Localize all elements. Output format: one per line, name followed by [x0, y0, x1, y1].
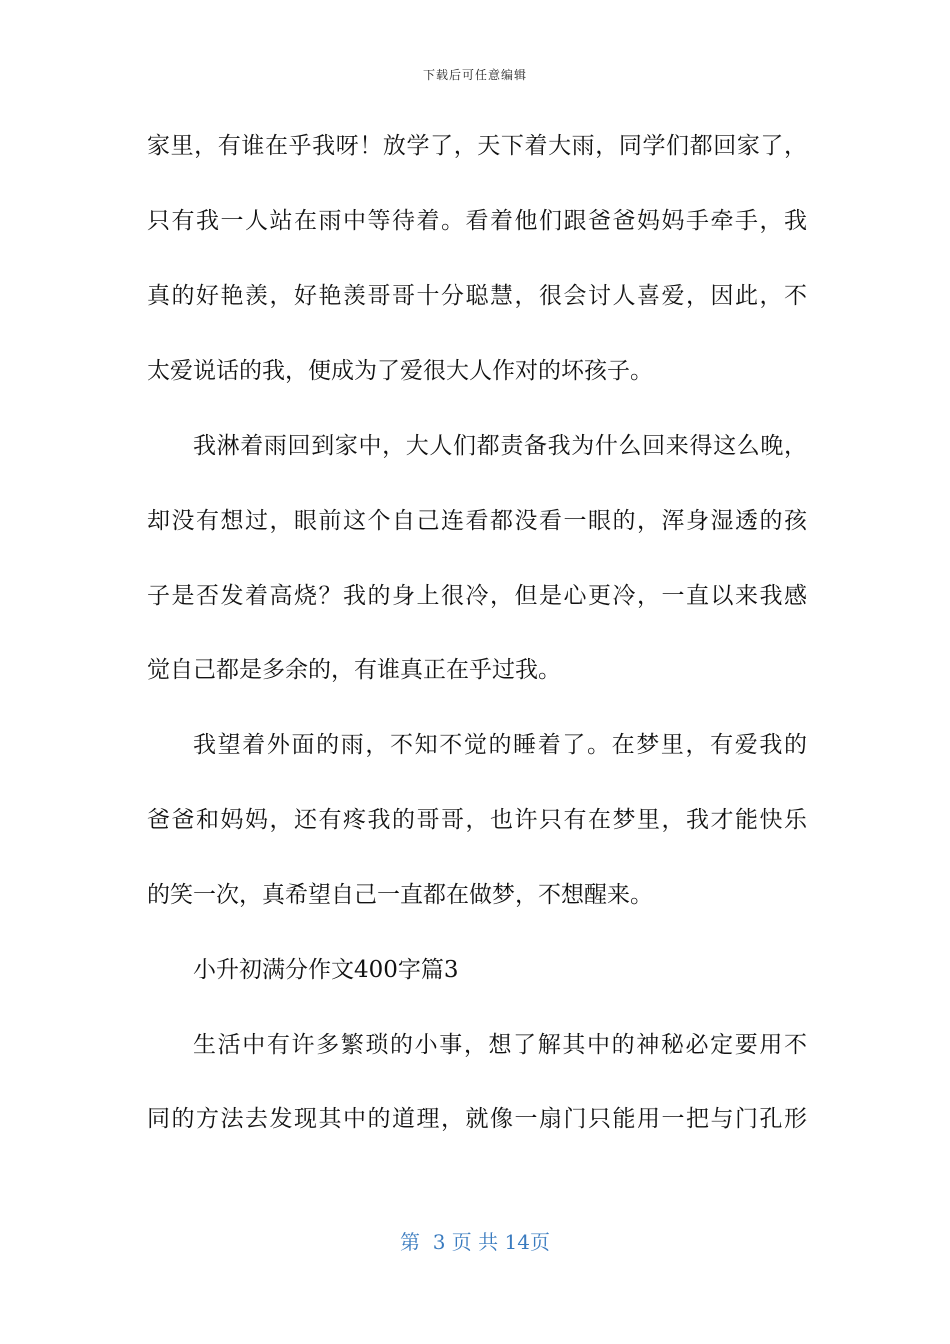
body-line-14: 同的方法去发现其中的道理，就像一扇门只能用一把与门孔形 [147, 1106, 807, 1132]
body-line-5: 我淋着雨回到家中，大人们都责备我为什么回来得这么晚， [193, 433, 807, 459]
body-line-10: 爸爸和妈妈，还有疼我的哥哥，也许只有在梦里，我才能快乐 [147, 807, 807, 833]
page-footer [0, 1226, 950, 1255]
body-line-7: 子是否发着高烧？我的身上很冷，但是心更冷，一直以来我感 [147, 583, 807, 609]
body-line-1: 家里，有谁在乎我呀！放学了，天下着大雨，同学们都回家了， [147, 133, 807, 159]
body-line-3: 真的好艳羡，好艳羡哥哥十分聪慧，很会讨人喜爱，因此，不 [147, 283, 807, 309]
body-line-2: 只有我一人站在雨中等待着。看着他们跟爸爸妈妈手牵手，我 [147, 208, 807, 234]
body-line-9: 我望着外面的雨，不知不觉的睡着了。在梦里，有爱我的 [193, 732, 807, 758]
page-number: 第 3 页 共 14页 [400, 1230, 550, 1254]
section-heading: 小升初满分作文400字篇3 [193, 957, 459, 983]
body-line-11: 的笑一次，真希望自己一直都在做梦，不想醒来。 [147, 882, 653, 908]
body-line-4: 太爱说话的我，便成为了爱很大人作对的坏孩子。 [147, 358, 653, 384]
body-line-8: 觉自己都是多余的，有谁真正在乎过我。 [147, 657, 561, 683]
page-header: 下载后可任意编辑 [422, 68, 527, 82]
body-line-13: 生活中有许多繁琐的小事，想了解其中的神秘必定要用不 [193, 1032, 807, 1058]
body-line-6: 却没有想过，眼前这个自己连看都没看一眼的，浑身湿透的孩 [147, 508, 807, 534]
